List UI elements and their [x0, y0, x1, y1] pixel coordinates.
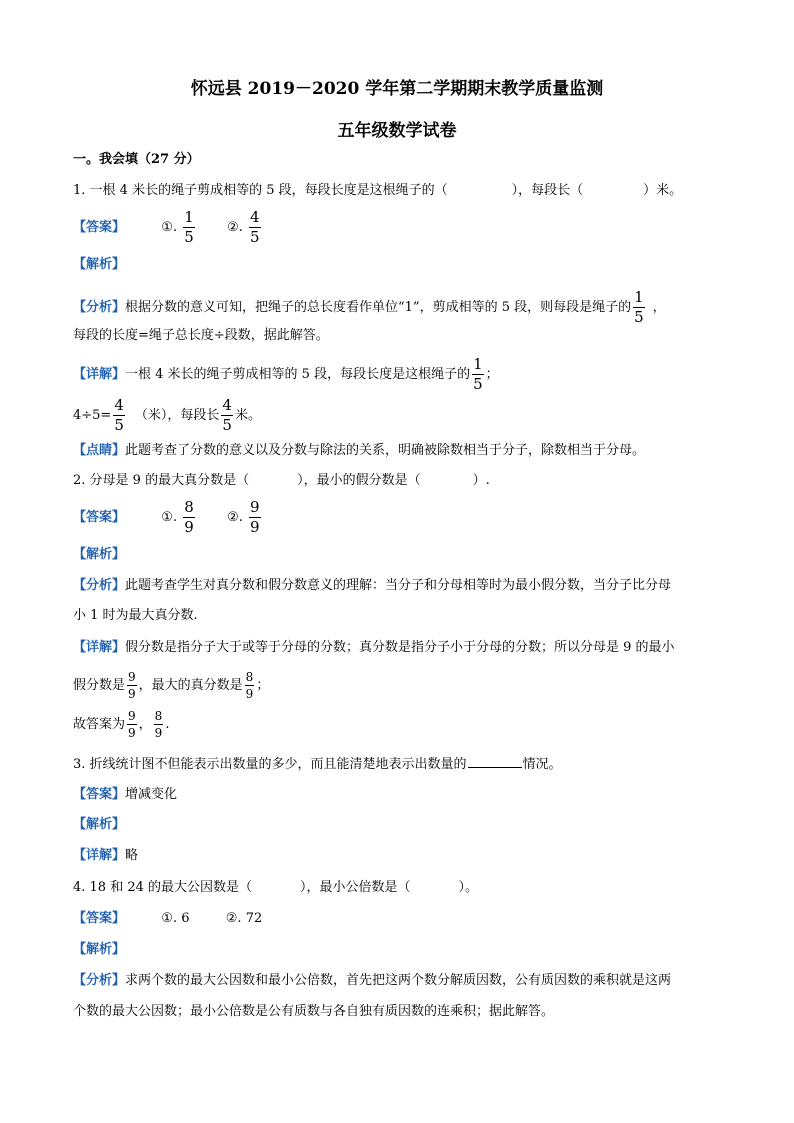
q2-ans2-fraction: $\frac{9}{9}$: [250, 498, 260, 536]
q1-text-c: ）米。: [643, 183, 683, 198]
q4-fenxi-line2: 个数的最大公因数；最小公倍数是公有质数与各自独有质因数的连乘积；据此解答。: [73, 1004, 555, 1019]
q1-text-b: ），每段长（: [511, 183, 584, 198]
q1-calc-line: 4÷5= $\frac{4}{5}$ （米），每段长 $\frac{4}{5}$ 米。: [73, 396, 261, 434]
q4-analysis-tag: 【解析】: [73, 942, 126, 957]
q2-fenxi-line1: 【分析】此题考查学生对真分数和假分数意义的理解：当分子和分母相等时为最小假分数，当分子比分母: [73, 578, 672, 593]
q1-calc-fraction: $\frac{4}{5}$: [114, 396, 124, 434]
q2-fenxi-line2: 小 1 时为最大真分数.: [73, 608, 198, 623]
q1-answer-row: [73, 210, 263, 245]
question-2: 2. 分母是 9 的最大真分数是（ ），最小的假分数是（ ）.: [73, 473, 490, 488]
section-heading: 一。我会填（27 分）: [73, 152, 200, 167]
q4-ans1: ①. 6: [161, 911, 190, 926]
q4-ans2: ②. 72: [225, 911, 263, 926]
q1-fenxi-line1: 【分析】根据分数的意义可知，把绳子的总长度看作单位“1”，剪成相等的 5 段，则每段是绳子的 $\frac{1}{5}$ ，: [73, 288, 666, 326]
q1-calc-fraction-2: $\frac{4}{5}$: [222, 396, 232, 434]
q2-ans1-fraction: $\frac{8}{9}$: [184, 498, 194, 536]
q1-detail-line: 【详解】一根 4 米长的绳子剪成相等的 5 段，每段长度是这根绳子的 $\frac{1}{5}$ ；: [73, 355, 499, 393]
q1-fenxi-fraction: $\frac{1}{5}$: [634, 288, 644, 326]
q3-blank: [468, 755, 522, 768]
q1-detail-fraction: $\frac{1}{5}$: [473, 355, 483, 393]
q1-dianjing-line: 【点睛】此题考查了分数的意义以及分数与除法的关系，明确被除数相当于分子，除数相当于分母。: [73, 443, 646, 458]
q1-ans1-mark: ①.: [161, 220, 178, 235]
q2-answer-row: 【答案】 ①. $\frac{8}{9}$ ②. $\frac{9}{9}$: [73, 498, 260, 536]
page-title: 怀远县 2019－2020 学年第二学期期末教学质量监测: [190, 79, 604, 99]
q1-ans2-mark: ②.: [227, 220, 243, 235]
q2-detail-line2: 假分数是 $\frac{9}{9}$ ，最大的真分数是 $\frac{8}{9}$ ；: [73, 670, 270, 701]
question-1: [73, 182, 682, 200]
q1-fenxi-line2: 每段的长度=绳子总长度÷段数，据此解答。: [73, 328, 329, 343]
q1-ans2-fraction: $\frac{4}{5}$: [250, 208, 260, 246]
q3-detail-line: 【详解】略: [73, 848, 139, 863]
q2-detail-line1: 【详解】假分数是指分子大于或等于分母的分数；真分数是指分子小于分母的分数；所以分母是 9 的最小: [73, 640, 675, 655]
q2-final-fraction-1: $\frac{9}{9}$: [128, 709, 136, 740]
q1-ans1-fraction: $\frac{1}{5}$: [184, 208, 194, 246]
q2-analysis-tag: 【解析】: [73, 547, 126, 562]
page-subtitle: 五年级数学试卷: [337, 121, 457, 141]
question-3: 3. 折线统计图不但能表示出数量的多少，而且能清楚地表示出数量的 情况。: [73, 757, 562, 772]
q4-fenxi-line1: 【分析】求两个数的最大公因数和最小公倍数，首先把这两个数分解质因数，公有质因数的乘积就是这两: [73, 973, 672, 988]
q2-d2-fraction-2: $\frac{8}{9}$: [245, 670, 254, 701]
q2-final-line: 故答案为 $\frac{9}{9}$ ， $\frac{8}{9}$ .: [73, 709, 170, 740]
q4-answer-row: 【答案】 ①. 6 ②. 72: [73, 911, 263, 926]
answer-tag: 【答案】: [73, 220, 126, 235]
q3-analysis-tag: 【解析】: [73, 817, 126, 832]
q2-d2-fraction-1: $\frac{9}{9}$: [128, 670, 136, 701]
q3-answer-row: 【答案】增减变化: [73, 787, 178, 802]
q3-answer: 增减变化: [125, 787, 178, 802]
q2-final-fraction-2: $\frac{8}{9}$: [154, 709, 163, 740]
q1-analysis-tag: 【解析】: [73, 257, 126, 272]
question-4: 4. 18 和 24 的最大公因数是（ ），最小公倍数是（ ）。: [73, 880, 479, 895]
q1-text-a: 1. 一根 4 米长的绳子剪成相等的 5 段，每段长度是这根绳子的（: [73, 183, 448, 198]
